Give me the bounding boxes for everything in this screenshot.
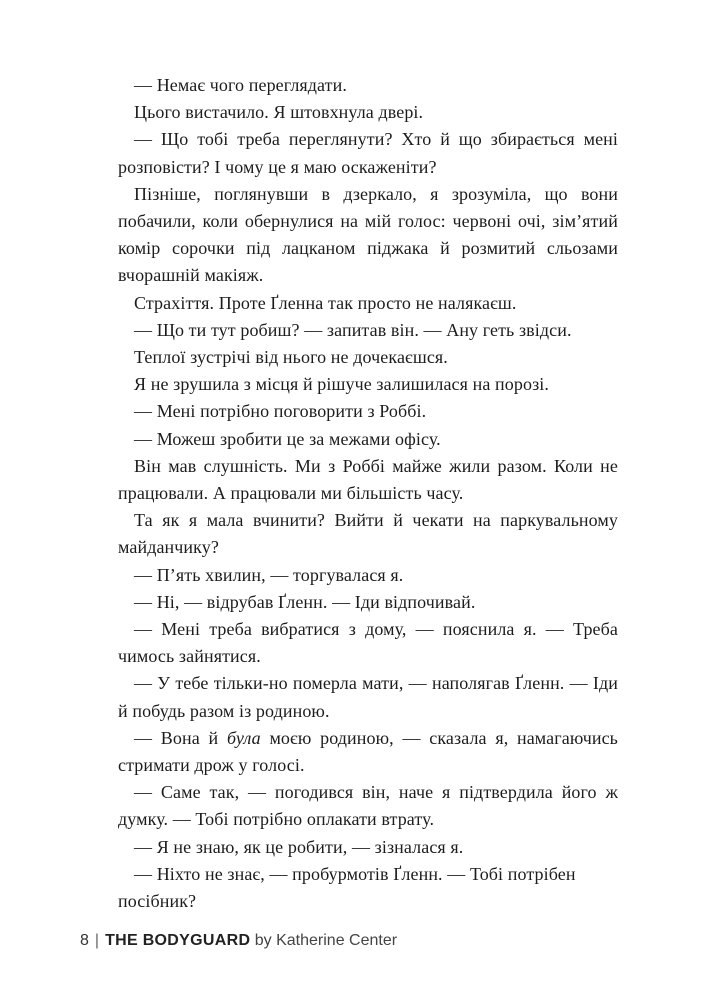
- paragraph: Теплої зустрічі від нього не дочекаєшся.: [134, 347, 448, 368]
- paragraph: — Ні, — відрубав Ґленн. — Іди відпочивай.: [134, 591, 476, 612]
- paragraph: — Мені треба вибратися з дому, — пояснила я. — Треба чимось зайнятися.: [118, 619, 618, 667]
- paragraph: Цього вистачило. Я штовхнула двері.: [134, 102, 424, 123]
- paragraph: — Немає чого переглядати.: [134, 75, 347, 95]
- paragraph-text-before: — Вона й: [134, 727, 227, 748]
- paragraph-with-italic: [118, 725, 618, 779]
- paragraph: — Мені потрібно поговорити з Роббі.: [134, 401, 427, 422]
- paragraph: — Саме так, — погодився він, наче я підтвердила його ж думку. — Тобі потрібно оплакати втрату.: [118, 782, 618, 830]
- page-body: [118, 72, 618, 915]
- paragraph: — Що тобі треба переглянути? Хто й що збирається мені розповісти? І чому це я маю оскаженіти?: [118, 129, 618, 177]
- page-number: 8: [80, 932, 89, 949]
- paragraph: — П’ять хвилин, — торгувалася я.: [134, 564, 404, 585]
- paragraph: — Ніхто не знає, — пробурмотів Ґленн. — Тобі потрібен посібник?: [118, 863, 576, 912]
- footer-separator: |: [94, 932, 100, 949]
- paragraph: — Що ти тут робиш? — запитав він. — Ану геть звідси.: [134, 319, 572, 340]
- italic-word: була: [226, 727, 261, 748]
- paragraph: — Я не знаю, як це робити, — зізналася я.: [134, 836, 464, 857]
- paragraph: Він мав слушність. Ми з Роббі майже жили разом. Коли не працювали. А працювали ми більшість часу.: [118, 455, 618, 504]
- paragraph: Я не зрушила з місця й рішуче залишилася на порозі.: [134, 374, 549, 395]
- paragraph: Та як я мала вчинити? Вийти й чекати на паркувальному майданчику?: [118, 510, 618, 558]
- page-footer: [80, 932, 397, 950]
- paragraph: Страхіття. Проте Ґленна так просто не налякаєш.: [134, 292, 517, 313]
- book-title: THE BODYGUARD: [105, 932, 251, 949]
- book-author: by Katherine Center: [254, 932, 398, 949]
- paragraph: Пізніше, поглянувши в дзеркало, я зрозуміла, що вони побачили, коли обернулися на мій голос: червоні очі, зім’ятий комір сорочки під лацканом піджака й розмитий сльозами вчорашній макіяж.: [118, 183, 618, 286]
- paragraph: — Можеш зробити це за межами офісу.: [134, 428, 441, 449]
- paragraph-text-after: моєю родиною, — сказала я, намагаючись стримати дрож у голосі.: [118, 727, 618, 776]
- paragraph: — У тебе тільки-но померла мати, — наполягав Ґленн. — Іди й побудь разом із родиною.: [118, 673, 618, 721]
